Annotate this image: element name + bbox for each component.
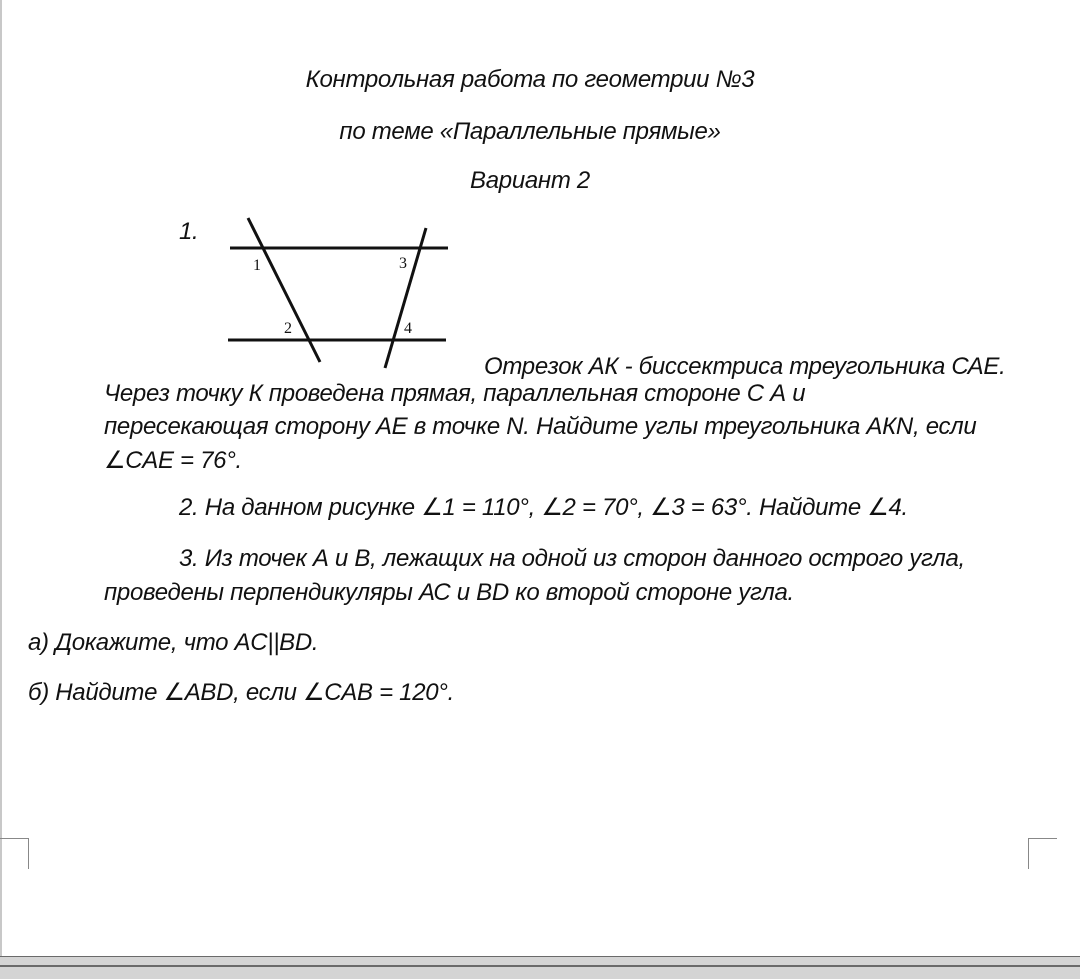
problem-1-line-2: Через точку К проведена прямая, параллельная стороне С А и: [104, 380, 806, 407]
problem-3-line-1: 3. Из точек А и В, лежащих на одной из сторон данного острого угла,: [179, 545, 965, 572]
angle-label-4: 4: [404, 320, 412, 337]
page-bottom-divider-line: [0, 965, 1080, 967]
problem-3-part-a: а) Докажите, что AC||BD.: [28, 629, 319, 656]
problem-1-line-3: пересекающая сторону АЕ в точке N. Найдите углы треугольника АКN, если: [104, 413, 977, 440]
page-corner-mark-left: [0, 838, 29, 869]
variant-label: Вариант 2: [470, 167, 590, 194]
page-corner-mark-right: [1028, 838, 1057, 869]
problem-1-number: 1.: [179, 218, 199, 245]
document-title: Контрольная работа по геометрии №3: [305, 66, 755, 93]
problem-1-line-1: Отрезок АК - биссектриса треугольника САЕ.: [484, 353, 1006, 380]
problem-1-line-4: ∠CAE = 76°.: [104, 447, 242, 474]
angle-label-2: 2: [284, 320, 292, 337]
problem-2-text: 2. На данном рисунке ∠1 = 110°, ∠2 = 70°, ∠3 = 63°. Найдите ∠4.: [179, 494, 908, 521]
problem-3-line-2: проведены перпендикуляры АС и BD ко второй стороне угла.: [104, 579, 794, 606]
angle-label-3: 3: [399, 255, 407, 272]
parallel-lines-figure: [220, 212, 460, 374]
document-subtitle: по теме «Параллельные прямые»: [339, 118, 721, 145]
page-bottom-divider: [0, 956, 1080, 979]
problem-3-part-b: б) Найдите ∠ABD, если ∠CAB = 120°.: [28, 679, 454, 706]
angle-label-1: 1: [253, 257, 261, 274]
